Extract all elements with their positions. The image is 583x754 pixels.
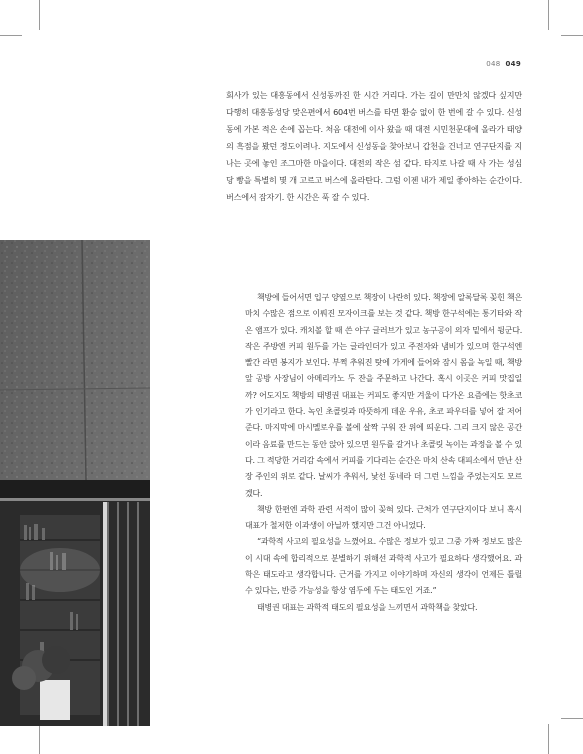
quote-paragraph: “과학적 사고의 필요성을 느꼈어요. 수많은 정보가 있고 그중 가짜 정보도 많은 이 시대 속에 합리적으로 분별하기 위해선 과학적 사고가 필요하다 생각했어요. 과학은 태도라고 생각합니다. 근거를 가지고 이야기하며 자신의 생각이 언제든 틀릴 수 있다는, 반증 가능성을 항상 염두에 두는 태도인 거죠.” xyxy=(245,537,522,596)
crop-mark xyxy=(561,35,583,36)
crop-mark xyxy=(39,724,40,754)
body-paragraph: 태병권 대표는 과학적 태도의 필요성을 느끼면서 과학책을 찾았다. xyxy=(257,602,478,612)
crop-mark xyxy=(548,0,549,30)
page-number: 049 xyxy=(505,60,521,68)
intro-paragraph: 회사가 있는 대흥동에서 신성동까진 한 시간 거리다. 가는 길이 만만치 않겠다 싶지만 다행히 대흥동성당 맞은편에서 604번 버스를 타면 환승 없이 한 번에 갈 수 있다. 신성동에 가본 적은 손에 꼽는다. 처음 대전에 이사 왔을 때 대전 시민천문대에 올라가 태양의 흑점을 봤던 정도이려나. 지도에서 신성동을 찾아보니 갑천을 건너고 연구단지를 지나는 곳에 놓인 조그마한 마을이다. 대전의 작은 섬 같다. 타지로 나갈 때 사 가는 성심당 빵을 특별히 몇 개 고르고 버스에 올라탄다. 그럼 이젠 내가 제일 좋아하는 순간이다. 버스에서 잠자기. 한 시간은 푹 잘 수 있다. xyxy=(226,90,522,202)
running-header xyxy=(486,60,521,68)
crop-mark xyxy=(39,0,40,30)
crop-mark xyxy=(561,718,583,719)
crop-mark xyxy=(548,724,549,754)
bookstore-photo xyxy=(0,240,150,726)
article-body xyxy=(245,290,522,616)
crop-mark xyxy=(0,35,22,36)
section-number: 048 xyxy=(486,60,501,68)
body-paragraph: 책방 한편엔 과학 관련 서적이 많이 꽂혀 있다. 근처가 연구단지이다 보니 혹시 대표가 철저한 이과생이 아닐까 했지만 그건 아니었다. xyxy=(245,504,522,531)
body-paragraph: 책방에 들어서면 입구 양옆으로 책장이 나란히 있다. 책장에 알록달록 꽂힌 책은 마치 수많은 점으로 이뤄진 모자이크를 보는 것 같다. 책방 한구석에는 통기타와 작은 앰프가 있다. 캐치볼 할 때 쓴 야구 글러브가 있고 농구공이 의자 밑에서 뒹군다. 작은 주방엔 커피 원두를 가는 글라인더가 있고 주전자와 냄비가 있으며 한구석엔 빨간 라면 봉지가 보인다. 부쩍 추워진 탓에 가게에 들어와 잠시 몸을 녹일 때, 책방 앞 공방 사장님이 아메리카노 두 잔을 주문하고 나간다. 혹시 이곳은 커피 맛집일까? 어도지도 책방의 태병권 대표는 커피도 좋지만 겨울이 다가온 요즘에는 핫초코가 인기라고 한다. 녹인 초콜릿과 따뜻하게 데운 우유, 초코 파우더를 넣어 잘 저어 준다. 마지막에 마시멜로우를 볼에 살짝 구워 잔 위에 띄운다. 그리 크지 않은 공간이라 음료를 만드는 동안 앉아 있으면 원두를 갈거나 초콜릿 녹이는 과정을 볼 수 있다. 그 적당한 거리감 속에서 커피를 기다리는 순간은 마치 산속 대피소에서 만난 산장 주인의 위로 같다. 날씨가 추워서, 낯선 동네라 더 그런 느낌을 주었는지도 모르겠다. xyxy=(245,293,522,498)
